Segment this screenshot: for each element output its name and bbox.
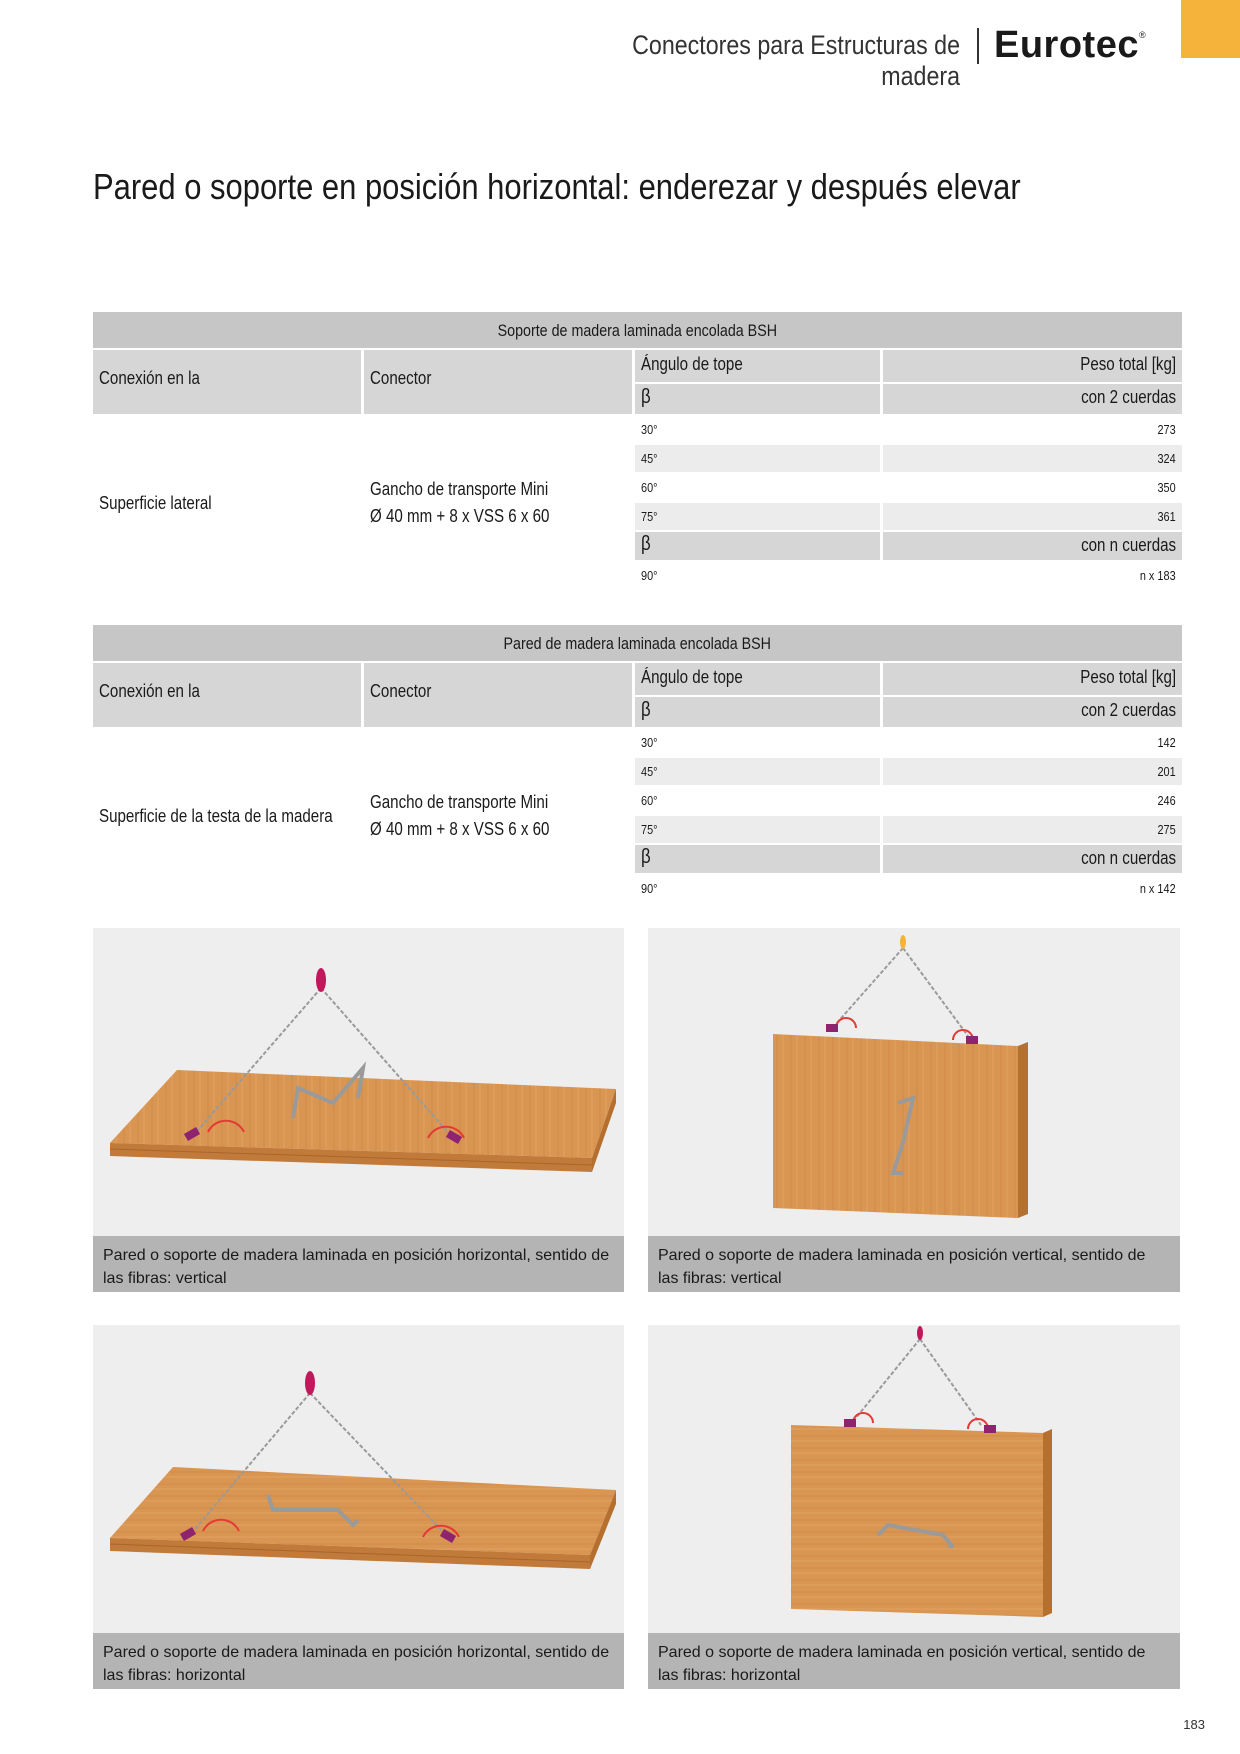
beta-symbol: β bbox=[635, 697, 880, 727]
connector-line-1: Gancho de transporte Mini bbox=[370, 792, 549, 812]
lifting-illustration bbox=[93, 928, 624, 1236]
connection-value: Superficie de la testa de la madera bbox=[99, 805, 333, 826]
col-header-connection: Conexión en la bbox=[93, 663, 361, 727]
page-number: 183 bbox=[1183, 1717, 1205, 1732]
weight-cell: n x 183 bbox=[883, 562, 1182, 589]
figure-horizontal-horizontal-grain bbox=[93, 1325, 624, 1633]
angle-cell: 75° bbox=[635, 503, 880, 530]
beta-symbol: β bbox=[635, 384, 880, 414]
figure-caption: Pared o soporte de madera laminada en posición vertical, sentido de las fibras: horizontal bbox=[648, 1633, 1180, 1689]
table-caption-text: Pared de madera laminada encolada BSH bbox=[503, 634, 772, 653]
connection-value: Superficie lateral bbox=[99, 492, 212, 513]
eurotec-logo bbox=[994, 24, 1146, 67]
col-header-connector: Conector bbox=[364, 663, 632, 727]
figure-caption: Pared o soporte de madera laminada en posición vertical, sentido de las fibras: vertical bbox=[648, 1236, 1180, 1292]
col-header-weight: Peso total [kg] bbox=[883, 663, 1182, 695]
beta-symbol: β bbox=[635, 532, 880, 560]
table-caption-text: Soporte de madera laminada encolada BSH bbox=[497, 321, 778, 340]
weight-cell: 275 bbox=[883, 816, 1182, 843]
beta-symbol: β bbox=[635, 845, 880, 873]
section-tab bbox=[1181, 0, 1240, 58]
weight-cell: 350 bbox=[883, 474, 1182, 501]
figure-caption: Pared o soporte de madera laminada en posición horizontal, sentido de las fibras: vertical bbox=[93, 1236, 624, 1292]
table-caption bbox=[93, 312, 1182, 348]
col-header-weight: Peso total [kg] bbox=[883, 350, 1182, 382]
sub-header-n-ropes: con n cuerdas bbox=[883, 845, 1182, 873]
lifting-illustration bbox=[648, 928, 1180, 1236]
connector-line-2: Ø 40 mm + 8 x VSS 6 x 60 bbox=[370, 819, 550, 839]
figure-caption: Pared o soporte de madera laminada en posición horizontal, sentido de las fibras: horizontal bbox=[93, 1633, 624, 1689]
col-header-connection: Conexión en la bbox=[93, 350, 361, 414]
registered-mark: ® bbox=[1138, 30, 1147, 40]
connector-line-2: Ø 40 mm + 8 x VSS 6 x 60 bbox=[370, 506, 550, 526]
lifting-illustration bbox=[93, 1325, 624, 1633]
sub-header-two-ropes: con 2 cuerdas bbox=[883, 697, 1182, 727]
connector-line-1: Gancho de transporte Mini bbox=[370, 479, 549, 499]
col-header-angle: Ángulo de tope bbox=[635, 350, 880, 382]
logo-text: Eurotec bbox=[994, 24, 1139, 66]
col-header-connector: Conector bbox=[364, 350, 632, 414]
weight-cell: 324 bbox=[883, 445, 1182, 472]
figure-vertical-vertical-grain bbox=[648, 928, 1180, 1236]
figure-horizontal-vertical-grain bbox=[93, 928, 624, 1236]
col-header-angle: Ángulo de tope bbox=[635, 663, 880, 695]
weight-cell: 246 bbox=[883, 787, 1182, 814]
page-title: Pared o soporte en posición horizontal: enderezar y después elevar bbox=[93, 166, 1021, 207]
sub-header-n-ropes: con n cuerdas bbox=[883, 532, 1182, 560]
angle-cell: 45° bbox=[635, 758, 880, 785]
angle-cell: 30° bbox=[635, 416, 880, 443]
weight-cell: 361 bbox=[883, 503, 1182, 530]
header-title: Conectores para Estructuras de madera bbox=[632, 30, 960, 91]
angle-cell: 60° bbox=[635, 474, 880, 501]
angle-cell: 45° bbox=[635, 445, 880, 472]
connector-value bbox=[364, 416, 632, 590]
angle-cell: 90° bbox=[635, 562, 880, 589]
weight-cell: n x 142 bbox=[883, 875, 1182, 902]
weight-cell: 142 bbox=[883, 729, 1182, 756]
weight-cell: 273 bbox=[883, 416, 1182, 443]
table-caption bbox=[93, 625, 1182, 661]
angle-cell: 90° bbox=[635, 875, 880, 902]
connector-value bbox=[364, 729, 632, 903]
angle-cell: 30° bbox=[635, 729, 880, 756]
angle-cell: 75° bbox=[635, 816, 880, 843]
lifting-illustration bbox=[648, 1325, 1180, 1633]
load-table-wall bbox=[93, 625, 1182, 921]
sub-header-two-ropes: con 2 cuerdas bbox=[883, 384, 1182, 414]
angle-cell: 60° bbox=[635, 787, 880, 814]
weight-cell: 201 bbox=[883, 758, 1182, 785]
header-separator bbox=[977, 28, 979, 64]
figure-vertical-horizontal-grain bbox=[648, 1325, 1180, 1633]
